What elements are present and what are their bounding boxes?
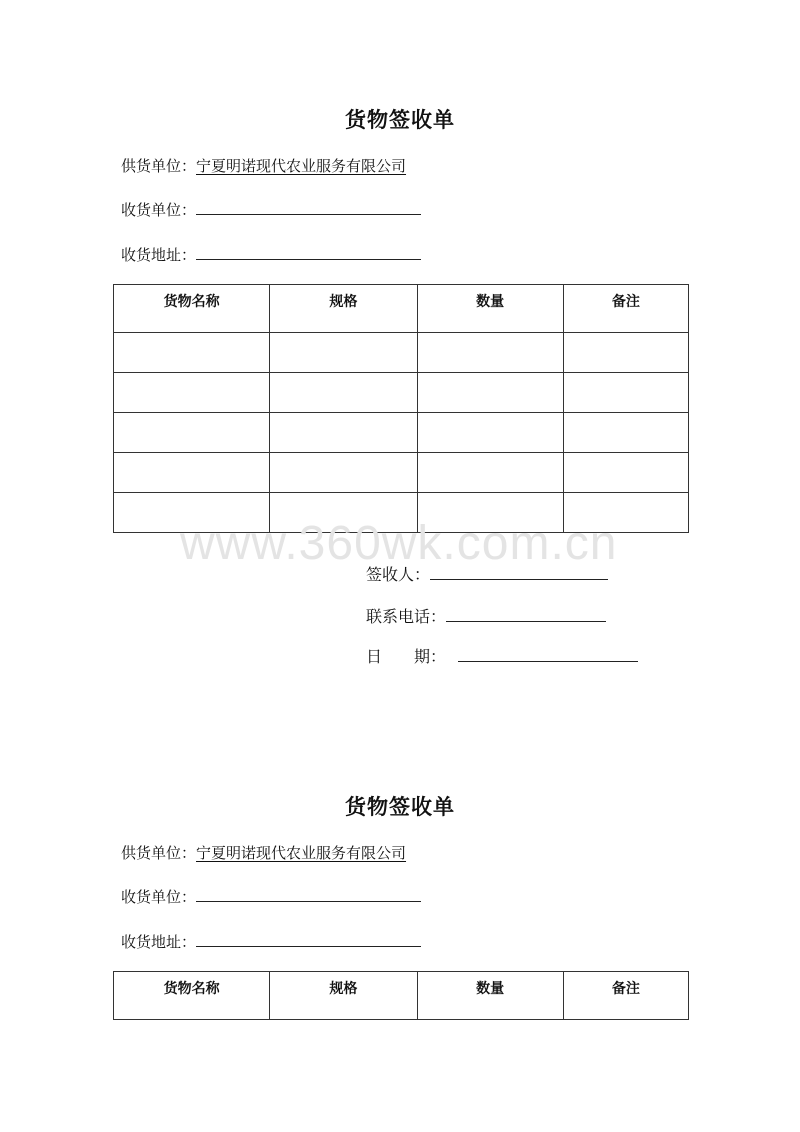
supplier-field: [121, 155, 406, 177]
table-header-row: [114, 285, 689, 333]
date-label: 日 期：: [366, 647, 447, 666]
receiver-label: 收货单位：: [121, 888, 197, 906]
address-blank-line[interactable]: [196, 931, 421, 947]
address-field: [121, 931, 421, 953]
table-row: [114, 413, 689, 453]
address-label: 收货地址：: [121, 933, 197, 951]
watermark-text: www.360wk.com.cn: [180, 517, 618, 570]
supplier-value: 宁夏明诺现代农业服务有限公司: [196, 157, 407, 175]
table-cell[interactable]: [417, 373, 563, 413]
table-row: [114, 453, 689, 493]
supplier-label: 供货单位：: [121, 844, 197, 862]
receiver-field: [121, 199, 421, 221]
header-goods-name: 货物名称: [114, 972, 270, 1020]
table-cell[interactable]: [417, 453, 563, 493]
table-cell[interactable]: [114, 413, 270, 453]
table-cell[interactable]: [563, 453, 688, 493]
table-cell[interactable]: [563, 413, 688, 453]
table-cell[interactable]: [270, 333, 417, 373]
phone-field: [366, 604, 606, 626]
table-cell[interactable]: [114, 373, 270, 413]
date-field: [366, 644, 638, 666]
header-remarks: 备注: [563, 972, 688, 1020]
table-cell[interactable]: [114, 453, 270, 493]
table-cell[interactable]: [114, 333, 270, 373]
table-cell[interactable]: [417, 413, 563, 453]
table-cell[interactable]: [417, 333, 563, 373]
date-blank-line[interactable]: [458, 644, 638, 662]
phone-label: 联系电话：: [366, 607, 447, 626]
table-row: [114, 333, 689, 373]
goods-table: [113, 284, 689, 533]
supplier-field: [121, 842, 406, 864]
table-cell[interactable]: [270, 373, 417, 413]
header-quantity: 数量: [417, 285, 563, 333]
address-blank-line[interactable]: [196, 244, 421, 260]
table-cell[interactable]: [563, 333, 688, 373]
goods-table: [113, 971, 689, 1020]
signer-label: 签收人：: [366, 565, 431, 584]
header-goods-name: 货物名称: [114, 285, 270, 333]
header-quantity: 数量: [417, 972, 563, 1020]
receiver-label: 收货单位：: [121, 201, 197, 219]
supplier-label: 供货单位：: [121, 157, 197, 175]
table-cell[interactable]: [270, 413, 417, 453]
supplier-value: 宁夏明诺现代农业服务有限公司: [196, 844, 407, 862]
table-cell[interactable]: [270, 453, 417, 493]
receiver-field: [121, 886, 421, 908]
header-spec: 规格: [270, 285, 417, 333]
table-cell[interactable]: [563, 373, 688, 413]
address-field: [121, 244, 421, 266]
table-row: [114, 373, 689, 413]
header-remarks: 备注: [563, 285, 688, 333]
form-title: 货物签收单: [345, 107, 455, 132]
table-header-row: [114, 972, 689, 1020]
header-spec: 规格: [270, 972, 417, 1020]
receiver-blank-line[interactable]: [196, 199, 421, 215]
phone-blank-line[interactable]: [446, 604, 606, 622]
form-title: 货物签收单: [345, 794, 455, 819]
address-label: 收货地址：: [121, 246, 197, 264]
receiver-blank-line[interactable]: [196, 886, 421, 902]
